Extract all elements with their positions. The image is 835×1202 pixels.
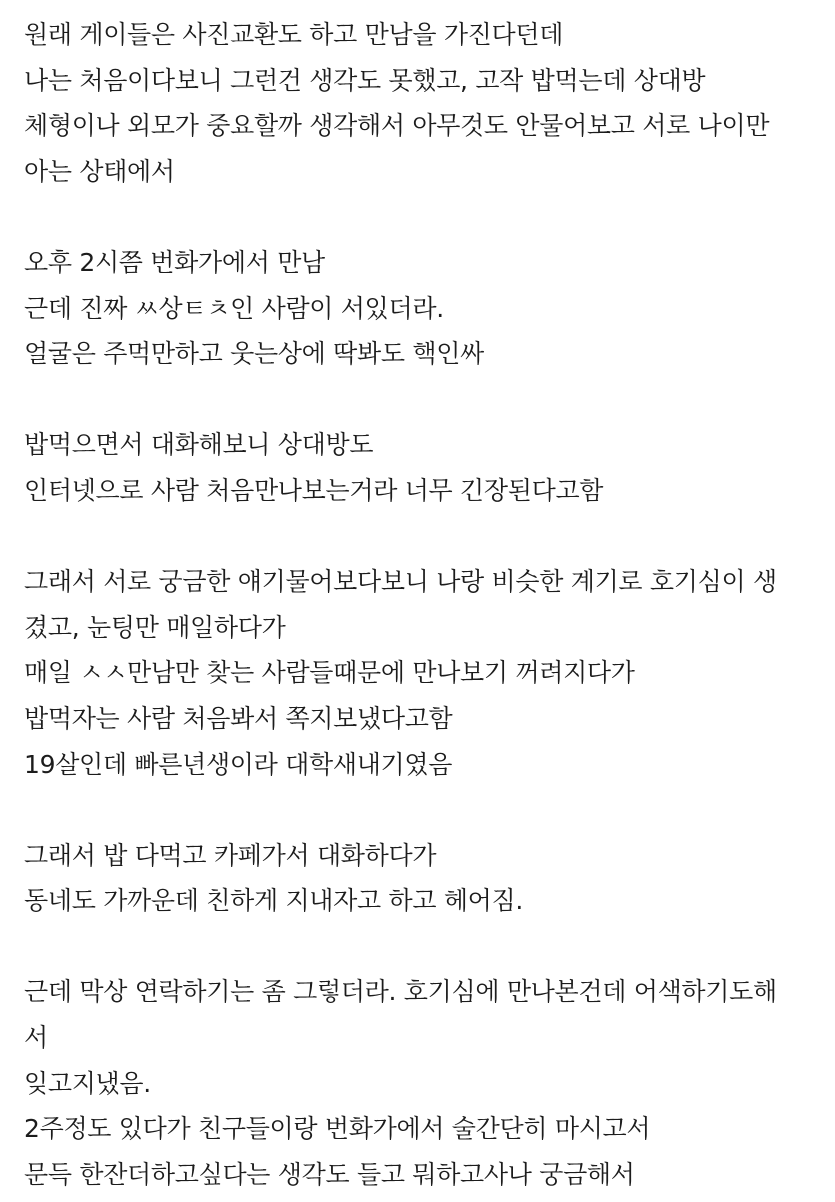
text-line: 밥먹으면서 대화해보니 상대방도 (24, 430, 374, 460)
text-line: 매일 ㅅㅅ만남만 찾는 사람들때문에 만나보기 꺼려지다가 (24, 658, 635, 688)
text-line: 체형이나 외모가 중요할까 생각해서 아무것도 안물어보고 서로 나이만 (24, 111, 770, 141)
text-line: 잊고지냈음. (24, 1068, 151, 1098)
blank-line (24, 514, 824, 560)
blank-line (24, 924, 824, 970)
text-line: 얼굴은 주먹만하고 웃는상에 딱봐도 핵인싸 (24, 339, 484, 369)
text-line: 원래 게이들은 사진교환도 하고 만남을 가진다던데 (24, 20, 564, 49)
blank-line (24, 194, 824, 240)
text-line: 아는 상태에서 (24, 156, 175, 186)
text-line: 오후 2시쯤 번화가에서 만남 (24, 247, 325, 277)
blank-line (24, 377, 824, 423)
post-body (24, 12, 824, 1197)
text-line: 19살인데 빠른년생이라 대학새내기였음 (24, 749, 453, 779)
text-line: 근데 진짜 ㅆ상ㅌㅊ인 사람이 서있더라. (24, 293, 444, 323)
text-line: 문득 한잔더하고싶다는 생각도 들고 뭐하고사나 궁금해서 (24, 1159, 635, 1189)
text-line: 겼고, 눈팅만 매일하다가 (24, 612, 286, 642)
text-line: 서 (24, 1023, 48, 1053)
text-line: 근데 막상 연락하기는 좀 그렇더라. 호기심에 만나본건데 어색하기도해 (24, 977, 777, 1007)
text-line: 그래서 밥 다먹고 카페가서 대화하다가 (24, 840, 437, 870)
text-line: 밥먹자는 사람 처음봐서 쪽지보냈다고함 (24, 703, 453, 733)
text-line: 인터넷으로 사람 처음만나보는거라 너무 긴장된다고함 (24, 475, 604, 505)
text-line: 나는 처음이다보니 그런건 생각도 못했고, 고작 밥먹는데 상대방 (24, 65, 706, 95)
blank-line (24, 787, 824, 833)
text-line: 2주정도 있다가 친구들이랑 번화가에서 술간단히 마시고서 (24, 1114, 651, 1144)
text-line: 동네도 가까운데 친하게 지내자고 하고 헤어짐. (24, 886, 524, 916)
text-line: 그래서 서로 궁금한 얘기물어보다보니 나랑 비슷한 계기로 호기심이 생 (24, 567, 777, 597)
